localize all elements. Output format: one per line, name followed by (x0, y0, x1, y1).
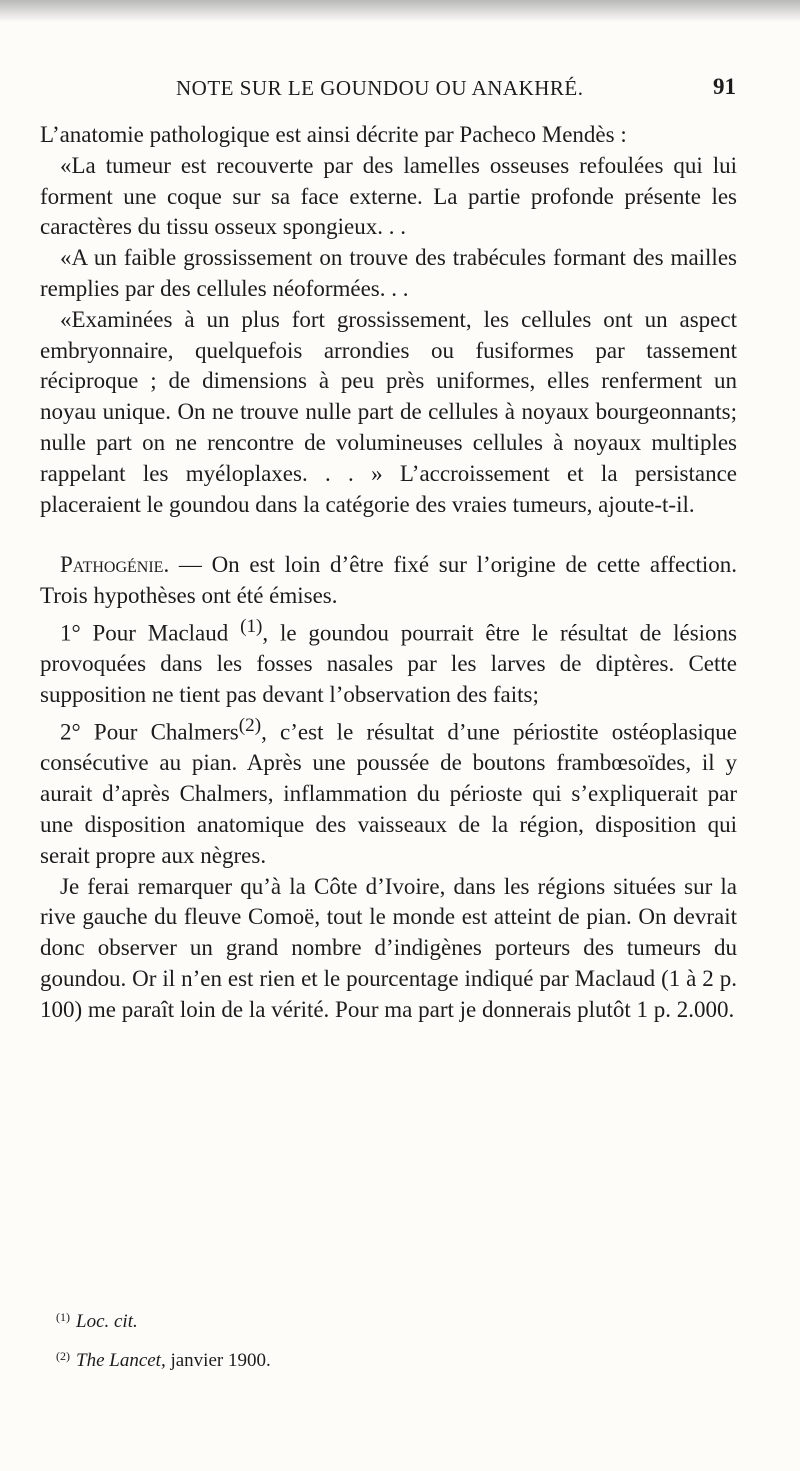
paragraph-anatomie: L’anatomie pathologique est ainsi décrite par Pacheco Mendès : (40, 122, 627, 147)
section-spacer (40, 520, 737, 550)
paragraph-pathogenie (40, 550, 737, 612)
page-body (40, 120, 737, 1026)
quote-paragraph-cellules: «Examinées à un plus fort grossissement, les cellules ont un aspect embryonnaire, quelquefois arrondies ou fusiformes par tassement réciproque ; de dimensions à peu près uniformes, elles renferment un noyau unique. On ne trouve nulle part de cellules à noyaux bourgeonnants; nulle part on ne rencontre de volumineuses cellules à noyaux multiples rappelant les myéloplaxes. . . » L’accroissement et la persistance placeraient le goundou dans la catégorie des vraies tumeurs, ajoute-t-il. (40, 306, 737, 517)
footnote-ref-2[interactable]: (2) (238, 715, 262, 736)
hypothesis-maclaud (40, 612, 737, 711)
page-header (40, 72, 740, 112)
footnote-1-citation: Loc. cit. (76, 1311, 138, 1332)
footnote-1 (56, 1300, 736, 1339)
footnote-2-text: janvier 1900. (165, 1350, 271, 1371)
hypothesis-chalmers (40, 711, 737, 872)
footnote-1-mark: (1) (56, 1310, 70, 1324)
paragraph-cote-ivoire: Je ferai remarquer qu’à la Côte d’Ivoire, dans les régions situées sur la rive gauche du fleuve Comoë, tout le monde est atteint de pian. On devrait donc observer un grand nombre d’indigènes porteurs des tumeurs du goundou. Or il n’en est rien et le pourcentage indiqué par Maclaud (1 à 2 p. 100) me paraît loin de la vérité. Pour ma part je donnerais plutôt 1 p. 2.000. (40, 873, 737, 1022)
footnote-2-mark: (2) (56, 1349, 70, 1363)
quote-paragraph-grossissement: «A un faible grossissement on trouve des trabécules formant des mailles remplies par des cellules néoformées. . . (40, 245, 737, 301)
footnote-ref-1[interactable]: (1) (240, 615, 263, 637)
scan-edge-shadow (0, 0, 800, 22)
footnotes (56, 1300, 736, 1378)
hypothesis-2-text: , c’est le résultat d’une périostite ostéoplasique consécutive au pian. Après une poussée de boutons frambœsoïdes, il y aurait d’après Chalmers, inflammation du périoste qui s’expliquerait par une disposition anatomique des vaisseaux de la région, disposition qui serait propre aux nègres. (40, 719, 737, 868)
running-title: NOTE SUR LE GOUNDOU OU ANAKHRÉ. (176, 76, 584, 100)
section-heading-pathogenie: Pathogénie. (60, 552, 170, 578)
footnote-2 (56, 1339, 736, 1378)
footnote-2-citation: The Lancet, (76, 1350, 166, 1371)
pathogenie-text: — On est loin d’être fixé sur l’origine de cette affection. Trois hypothèses ont été émises. (40, 552, 737, 609)
hypothesis-1-lead: 1° Pour Maclaud (60, 620, 241, 646)
page-number: 91 (713, 74, 736, 99)
hypothesis-1-text: , le goundou pourrait être le résultat de lésions provoquées dans les fosses nasales par les larves de diptères. Cette supposition ne tient pas devant l’observation des faits; (40, 620, 737, 708)
hypothesis-2-lead: 2° Pour Chalmers (60, 719, 239, 745)
quote-paragraph-tumeur: «La tumeur est recouverte par des lamelles osseuses refoulées qui lui forment une coque sur sa face externe. La partie profonde présente les caractères du tissu osseux spongieux. . . (40, 152, 737, 240)
